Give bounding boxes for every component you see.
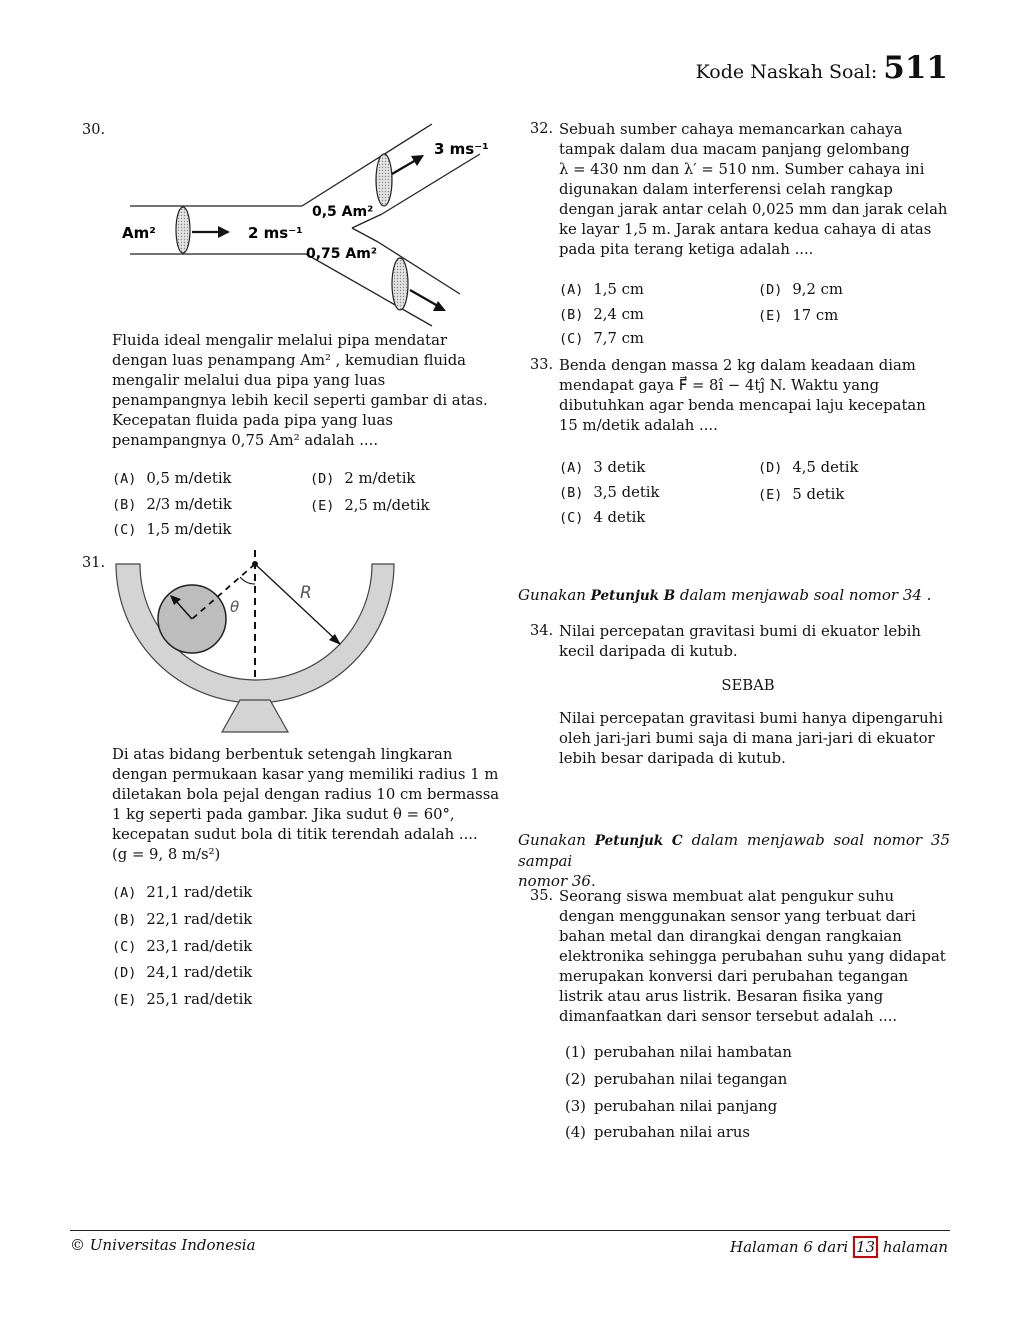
option-33-e[interactable] [758,486,844,503]
option-key: (D) [758,460,783,476]
option-value: 3 detik [593,459,646,476]
text-line: dengan jarak antar celah 0,025 mm dan jarak celah [559,201,948,218]
option-30-c[interactable] [112,521,232,538]
text-line: bahan metal dan dirangkai dengan rangkaian [559,928,902,945]
option-value: 5 detik [792,486,845,503]
footer-page-text: Halaman 6 dari [730,1238,853,1256]
text-line: ke layar 1,5 m. Jarak antara kedua cahaya di atas [559,221,932,238]
instruction-text: Gunakan [518,586,591,604]
instruction-text: Gunakan [518,831,595,849]
exam-code-value: 511 [883,50,948,86]
text-line: pada pita terang ketiga adalah .... [559,241,814,258]
option-value: 4,5 detik [792,459,859,476]
semicircle-ball-figure [112,548,402,738]
option-key: (A) [559,282,584,298]
option-key: (E) [758,487,783,503]
text-line: lebih besar daripada di kutub. [559,750,786,767]
text-line: Di atas bidang berbentuk setengah lingkaran [112,746,453,763]
option-value: 2 m/detik [344,470,416,487]
text-line: dimanfaatkan dari sensor tersebut adalah .... [559,1008,898,1025]
statement-35-2[interactable] [565,1071,787,1088]
text-line: dibutuhkan agar benda mencapai laju kecepatan [559,397,926,414]
pipe-flow-figure [120,118,490,328]
option-32-e[interactable] [758,307,838,324]
text-line: diletakan bola pejal dengan radius 10 cm bermassa [112,786,500,803]
option-31-d[interactable] [112,964,252,981]
option-32-d[interactable] [758,281,843,298]
text-line: 1 kg seperti pada gambar. Jika sudut θ = 60°, [112,806,455,823]
question-35-text [559,887,946,1027]
question-number-33: 33. [530,357,554,373]
question-number-30: 30. [82,122,106,138]
sebab-label: SEBAB [721,677,775,694]
instruction-bold: Petunjuk C [594,833,683,849]
question-number-32: 32. [530,121,554,137]
text-line: penampangnya 0,75 Am² adalah .... [112,432,379,449]
option-key: (A) [112,885,137,901]
option-key: (A) [112,471,137,487]
instruction-text: dalam menjawab soal nomor 34 . [675,586,932,604]
option-30-e[interactable] [310,497,430,514]
exam-code-label: Kode Naskah Soal: [695,61,878,83]
footer-rule [70,1230,950,1231]
instruction-text: dalam menjawab soal nomor 35 sampai [518,831,950,870]
question-number-35: 35. [530,888,554,904]
option-value: 23,1 rad/detik [146,938,253,955]
fig-label-radius: R [300,583,312,603]
statement-key: (1) [565,1044,586,1061]
fig-label-area-top: 0,5 Am² [312,204,374,220]
option-key: (C) [112,522,137,538]
option-key: (B) [559,307,584,323]
option-30-b[interactable] [112,496,232,513]
option-30-a[interactable] [112,470,232,487]
fig-label-area-bottom: 0,75 Am² [306,246,377,262]
option-key: (D) [310,471,335,487]
option-value: 25,1 rad/detik [146,991,253,1008]
total-pages-link[interactable]: 13 [853,1236,878,1258]
statement-key: (4) [565,1124,586,1141]
option-key: (A) [559,460,584,476]
text-line: Kecepatan fluida pada pipa yang luas [112,412,393,429]
option-value: 2,4 cm [593,306,644,323]
text-line: Sebuah sumber cahaya memancarkan cahaya [559,121,903,138]
text-line: penampangnya lebih kecil seperti gambar di atas. [112,392,488,409]
option-31-e[interactable] [112,991,252,1008]
text-line: λ = 430 nm dan λ′ = 510 nm. Sumber cahaya ini [559,161,925,178]
option-key: (B) [559,485,584,501]
option-value: 22,1 rad/detik [146,911,253,928]
option-key: (E) [112,992,137,1008]
option-key: (B) [112,497,137,513]
question-33-text [559,356,926,436]
option-value: 2/3 m/detik [146,496,232,513]
option-key: (E) [310,498,335,514]
question-32-text [559,120,947,260]
option-value: 3,5 detik [593,484,660,501]
statement-value: perubahan nilai tegangan [593,1071,788,1088]
question-31-text [112,745,499,865]
option-value: 4 detik [593,509,646,526]
instruction-petunjuk-c [518,830,950,891]
option-key: (D) [758,282,783,298]
option-value: 17 cm [792,307,839,324]
instruction-line: nomor 36. [518,872,596,890]
option-value: 21,1 rad/detik [146,884,253,901]
text-line: tampak dalam dua macam panjang gelombang [559,141,910,158]
text-line: digunakan dalam interferensi celah rangkap [559,181,893,198]
option-value: 24,1 rad/detik [146,964,253,981]
text-line: Fluida ideal mengalir melalui pipa mendatar [112,332,448,349]
fig-label-speed-left: 2 ms⁻¹ [248,224,303,242]
option-33-b[interactable] [559,484,660,501]
text-line: Nilai percepatan gravitasi bumi di ekuator lebih [559,623,921,640]
fig-label-speed-top: 3 ms⁻¹ [434,140,489,158]
text-line: mendapat gaya F⃗ = 8î − 4tĵ N. Waktu yang [559,377,880,394]
text-line: dengan luas penampang Am² , kemudian fluida [112,352,467,369]
instruction-petunjuk-b [518,585,931,606]
option-31-b[interactable] [112,911,252,928]
statement-35-1[interactable] [565,1044,792,1061]
text-line: Seorang siswa membuat alat pengukur suhu [559,888,895,905]
question-number-34: 34. [530,623,554,639]
fig-label-theta: θ [230,598,240,616]
option-key: (D) [112,965,137,981]
text-line: elektronika sehingga perubahan suhu yang didapat [559,948,946,965]
exam-code-header [696,50,948,86]
text-line: (g = 9, 8 m/s²) [112,846,221,863]
text-line: kecepatan sudut bola di titik terendah adalah .... [112,826,478,843]
option-33-a[interactable] [559,459,645,476]
option-value: 1,5 m/detik [146,521,232,538]
text-line: mengalir melalui dua pipa yang luas [112,372,386,389]
option-key: (E) [758,308,783,324]
option-value: 7,7 cm [593,330,644,347]
text-line: dengan permukaan kasar yang memiliki radius 1 m [112,766,499,783]
option-key: (C) [559,510,584,526]
option-key: (B) [112,912,137,928]
text-line: dengan menggunakan sensor yang terbuat dari [559,908,916,925]
option-32-a[interactable] [559,281,644,298]
instruction-bold: Petunjuk B [590,588,676,604]
option-value: 2,5 m/detik [344,497,430,514]
statement-35-4[interactable] [565,1124,750,1141]
statement-value: perubahan nilai panjang [593,1098,778,1115]
option-32-b[interactable] [559,306,644,323]
statement-value: perubahan nilai arus [593,1124,750,1141]
footer-copyright: © Universitas Indonesia [70,1236,256,1254]
instruction-line [518,830,950,871]
option-30-d[interactable] [310,470,415,487]
option-key: (C) [559,331,584,347]
statement-key: (2) [565,1071,586,1088]
option-33-d[interactable] [758,459,859,476]
option-31-c[interactable] [112,938,252,955]
text-line: Benda dengan massa 2 kg dalam keadaan diam [559,357,916,374]
text-line: merupakan konversi dari perubahan tegangan [559,968,909,985]
option-value: 0,5 m/detik [146,470,232,487]
fig-label-area-left: Am² [122,224,156,242]
footer-page-text: halaman [878,1238,948,1256]
statement-value: perubahan nilai hambatan [593,1044,792,1061]
text-line: kecil daripada di kutub. [559,643,738,660]
option-33-c[interactable] [559,509,645,526]
option-value: 1,5 cm [593,281,644,298]
text-line: listrik atau arus listrik. Besaran fisika yang [559,988,884,1005]
statement-key: (3) [565,1098,586,1115]
question-34-reason [559,709,943,769]
option-31-a[interactable] [112,884,252,901]
statement-35-3[interactable] [565,1098,777,1115]
question-30-text [112,331,488,451]
option-key: (C) [112,939,137,955]
text-line: oleh jari-jari bumi saja di mana jari-jari di ekuator [559,730,935,747]
text-line: 15 m/detik adalah .... [559,417,718,434]
question-number-31: 31. [82,555,106,571]
option-32-c[interactable] [559,330,644,347]
text-line: Nilai percepatan gravitasi bumi hanya dipengaruhi [559,710,943,727]
footer-page-info [730,1236,948,1258]
option-value: 9,2 cm [792,281,843,298]
question-34-statement [559,622,921,662]
